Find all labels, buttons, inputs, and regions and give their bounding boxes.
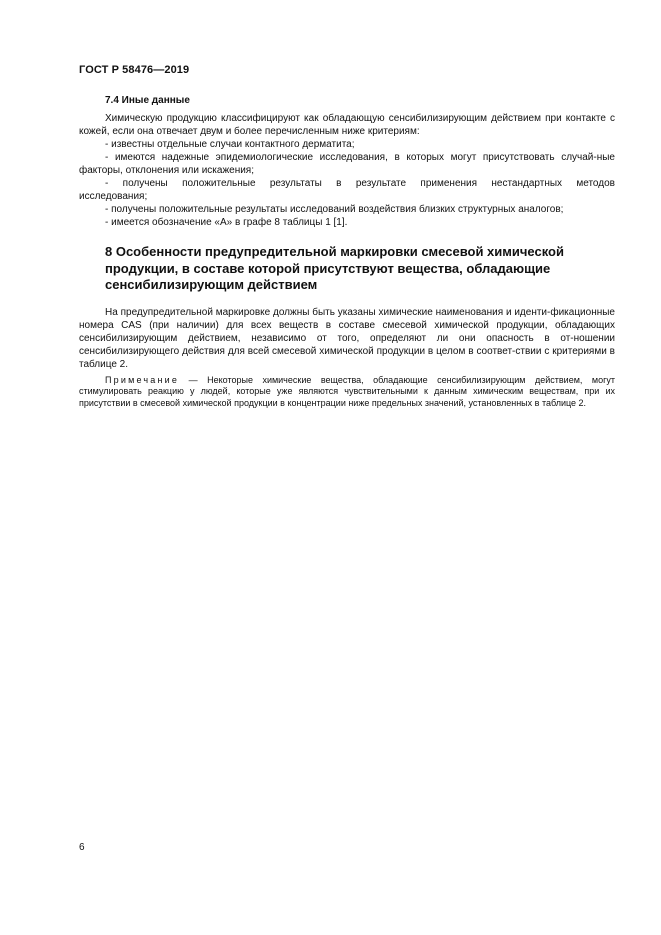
subsection-intro: Химическую продукцию классифицируют как обладающую сенсибилизирующим действием при контакте с кожей, если она отвечает двум и более перечисленным ниже критериям: — [79, 113, 615, 137]
section-title: 8 Особенности предупредительной маркировки смесевой химической продукции, в составе которой присутствуют вещества, обладающие сенсибилизирующим действием — [105, 244, 564, 292]
note-label: Примечание — [105, 374, 180, 385]
document-header: ГОСТ Р 58476—2019 — [79, 64, 190, 76]
section-paragraph: На предупредительной маркировке должны быть указаны химические наименования и иденти-фикационные номера CAS (при наличии) для всех веществ в составе смесевой химической продукции, обладающих сенсибилизирующим действием, независимо от того, определяют ли они опасность в от-ношении сенсибилизирующего действия для всей смесевой химической продукции в целом в соответ-ствии с критериями в таблице 2. — [79, 306, 615, 370]
criteria-item: - имеется обозначение «А» в графе 8 таблицы 1 [1]. — [105, 217, 348, 228]
criteria-item: - получены положительные результаты исследований воздействия близких структурных аналогов; — [105, 204, 564, 215]
criteria-item-continuation: исследования; — [79, 191, 148, 202]
subsection-heading: 7.4 Иные данные — [105, 95, 190, 106]
criteria-item: - имеются надежные эпидемиологические исследования, в которых могут присутствовать случай-ные факторы, отклонения или искажения; — [79, 152, 615, 176]
note-text: — Некоторые химические вещества, обладающие сенсибилизирующим действием, могут стимулировать реакцию у людей, которые уже являются чувствительными к данным химическим веществам, при их присутствии в смесевой химической продукции в концентрации ниже предельных значений, установленных в таблице 2. — [79, 374, 615, 408]
criteria-item: - известны отдельные случаи контактного дерматита; — [105, 139, 355, 150]
page-content — [79, 94, 615, 409]
criteria-item: - получены положительные результаты в результате применения нестандартных методов — [105, 178, 615, 189]
page-number: 6 — [79, 842, 85, 853]
note — [79, 375, 615, 410]
